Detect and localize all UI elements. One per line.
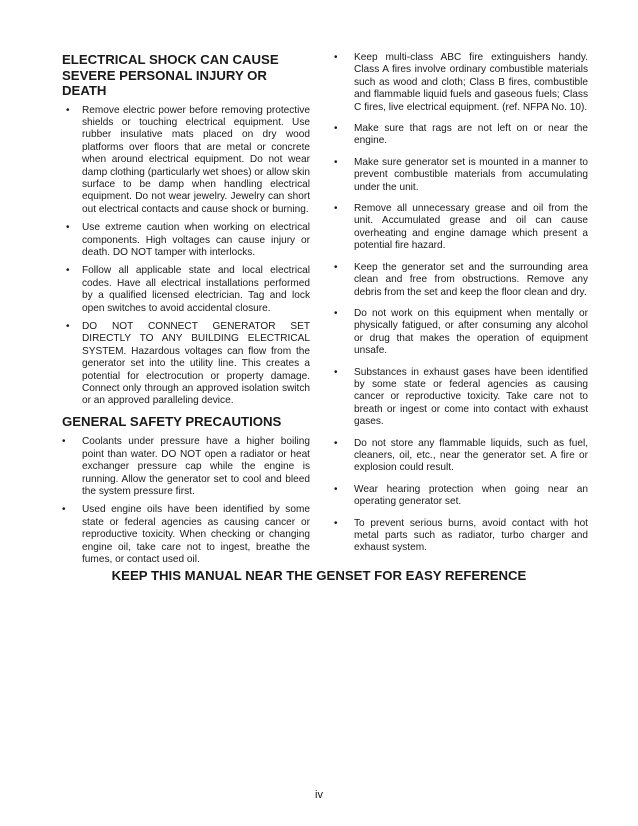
list-item: • Make sure that rags are not left on or near the engine.	[334, 123, 588, 147]
list-item: • Remove electric power before removing protective shields or touching electrical equipment. Use rubber insulative mats placed on dry wood platforms over floors that are metal or concrete when around electrical equipment. Do not wear damp clothing (particularly wet shoes) or allow skin surface to be damp when handling electrical equipment. Do not wear jewelry. Jewelry can short out electrical contacts and cause shock or burning.	[66, 104, 310, 215]
list-item: • Keep the generator set and the surrounding area clean and free from obstructions. Remove any debris from the set and keep the floor clean and dry.	[334, 261, 588, 298]
list-item: • Used engine oils have been identified by some state or federal agencies as causing cancer or reproductive toxicity. When checking or changing engine oil, take care not to ingest, breathe the fumes, or contact used oil.	[62, 504, 310, 565]
list-item: • Make sure generator set is mounted in a manner to prevent combustible materials from accumulating under the unit.	[334, 156, 588, 193]
bullet-icon: •	[334, 517, 338, 529]
bullet-icon: •	[334, 307, 338, 319]
left-column	[62, 52, 310, 572]
right-column	[334, 52, 588, 564]
bullet-icon: •	[66, 222, 70, 234]
bullet-icon: •	[334, 483, 338, 495]
list-item: • Coolants under pressure have a higher boiling point than water. DO NOT open a radiator or heat exchanger pressure cap while the engine is running. Allow the generator set to cool and bleed the system pressure first.	[62, 436, 310, 497]
bullet-icon: •	[334, 261, 338, 273]
list-item: • To prevent serious burns, avoid contact with hot metal parts such as radiator, turbo charger and exhaust system.	[334, 517, 588, 554]
list-item: • DO NOT CONNECT GENERATOR SET DIRECTLY TO ANY BUILDING ELECTRICAL SYSTEM. Hazardous voltages can flow from the generator set into the utility line. This creates a potential for electrocution or property damage. Connect only through an approved isolation switch or an approved paralleling device.	[66, 321, 310, 407]
bullet-icon: •	[66, 265, 70, 277]
list-item: • Follow all applicable state and local electrical codes. Have all electrical installations performed by a qualified licensed electrician. Tag and lock open switches to avoid accidental closure.	[66, 265, 310, 314]
bullet-icon: •	[62, 504, 66, 516]
bullet-icon: •	[334, 52, 338, 63]
bullet-icon: •	[66, 104, 70, 116]
page-number: iv	[315, 789, 323, 801]
list-item: • Use extreme caution when working on electrical components. High voltages can cause injury or death. DO NOT tamper with interlocks.	[66, 222, 310, 258]
bullet-icon: •	[334, 203, 338, 215]
electrical-shock-list	[62, 105, 310, 408]
bullet-icon: •	[334, 437, 338, 449]
electrical-shock-heading: ELECTRICAL SHOCK CAN CAUSE SEVERE PERSONAL INJURY OR DEATH	[62, 52, 279, 98]
reference-note: KEEP THIS MANUAL NEAR THE GENSET FOR EASY REFERENCE	[111, 568, 527, 583]
list-item: • Wear hearing protection when going near an operating generator set.	[334, 483, 588, 508]
list-item: • Keep multi-class ABC fire extinguishers handy. Class A fires involve ordinary combustible materials such as wood and cloth; Class B fires, combustible and flammable liquid fuels and gaseous fuels; Class C fires, live electrical equipment. (ref. NFPA No. 10).	[334, 52, 588, 113]
list-item: • Do not store any flammable liquids, such as fuel, cleaners, oil, etc., near the generator set. A fire or explosion could result.	[334, 437, 588, 474]
list-item: • Do not work on this equipment when mentally or physically fatigued, or after consuming any alcohol or drug that makes the operation of equipment unsafe.	[334, 307, 588, 357]
general-safety-heading: GENERAL SAFETY PRECAUTIONS	[62, 413, 282, 429]
bullet-icon: •	[334, 123, 338, 135]
bullet-icon: •	[334, 156, 338, 168]
bullet-icon: •	[334, 366, 338, 378]
general-safety-list	[62, 436, 310, 566]
bullet-icon: •	[66, 321, 70, 332]
bullet-icon: •	[62, 436, 66, 448]
fire-safety-list	[334, 52, 588, 555]
list-item: • Substances in exhaust gases have been identified by some state or federal agencies as causing cancer or reproductive toxicity. Take care not to breath or ingest or come into contact with exhaust gases.	[334, 366, 588, 428]
list-item: • Remove all unnecessary grease and oil from the unit. Accumulated grease and oil can cause overheating and engine damage which present a potential fire hazard.	[334, 203, 588, 252]
